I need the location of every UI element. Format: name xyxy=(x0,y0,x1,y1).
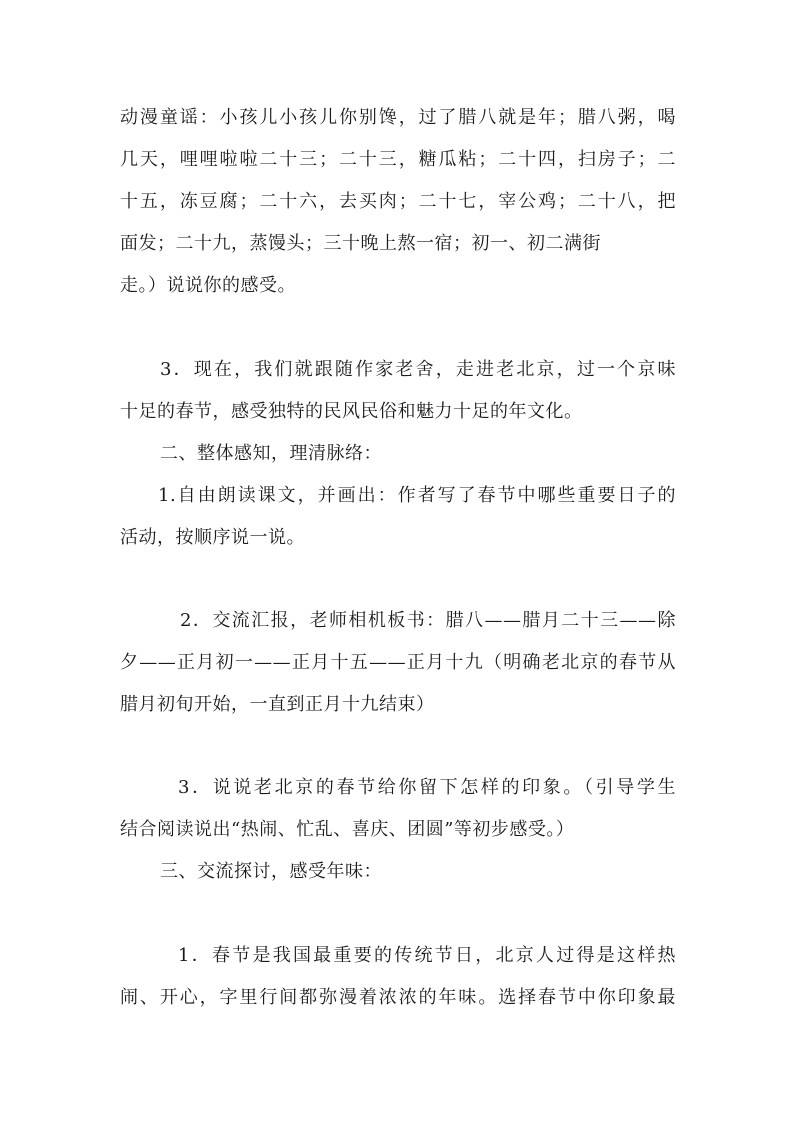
text-line-1: 动漫童谣：小孩儿小孩儿你别馋，过了腊八就是年；腊八粥，喝 xyxy=(120,107,676,128)
text-line-2: 几天，哩哩啦啦二十三；二十三，糖瓜粘；二十四，扫房子；二 xyxy=(120,149,676,170)
section-heading-3: 三、交流探讨，感受年味： xyxy=(160,861,382,882)
text-line-4: 面发；二十九，蒸馒头；三十晚上熬一宿；初一、初二满街 xyxy=(120,233,601,254)
section-heading-2: 二、整体感知，理清脉络： xyxy=(160,443,382,464)
text-line-7: 十足的春节，感受独特的民风民俗和魅力十足的年文化。 xyxy=(120,401,583,422)
text-line-14: 3．说说老北京的春节给你留下怎样的印象。（引导学生 xyxy=(178,777,676,798)
text-line-6: 3．现在，我们就跟随作家老舍，走进老北京，过一个京味 xyxy=(160,359,676,380)
text-line-13: 腊月初旬开始，一直到正月十九结束） xyxy=(120,694,435,715)
text-line-5: 走。）说说你的感受。 xyxy=(120,275,296,296)
text-line-10: 活动，按顺序说一说。 xyxy=(120,527,305,548)
text-line-11: 2．交流汇报，老师相机板书：腊八——腊月二十三——除 xyxy=(180,610,676,631)
text-line-17: 1．春节是我国最重要的传统节日，北京人过得是这样热 xyxy=(178,945,676,966)
text-line-12: 夕——正月初一——正月十五——正月十九（明确老北京的春节从 xyxy=(120,652,676,673)
text-line-3: 十五，冻豆腐；二十六，去买肉；二十七，宰公鸡；二十八，把 xyxy=(120,191,676,212)
text-line-9: 1.自由朗读课文，并画出：作者写了春节中哪些重要日子的 xyxy=(158,485,676,506)
text-line-18: 闹、开心，字里行间都弥漫着浓浓的年味。选择春节中你印象最 xyxy=(120,987,676,1008)
text-line-15: 结合阅读说出“热闹、忙乱、喜庆、团圆”等初步感受。） xyxy=(120,819,575,840)
